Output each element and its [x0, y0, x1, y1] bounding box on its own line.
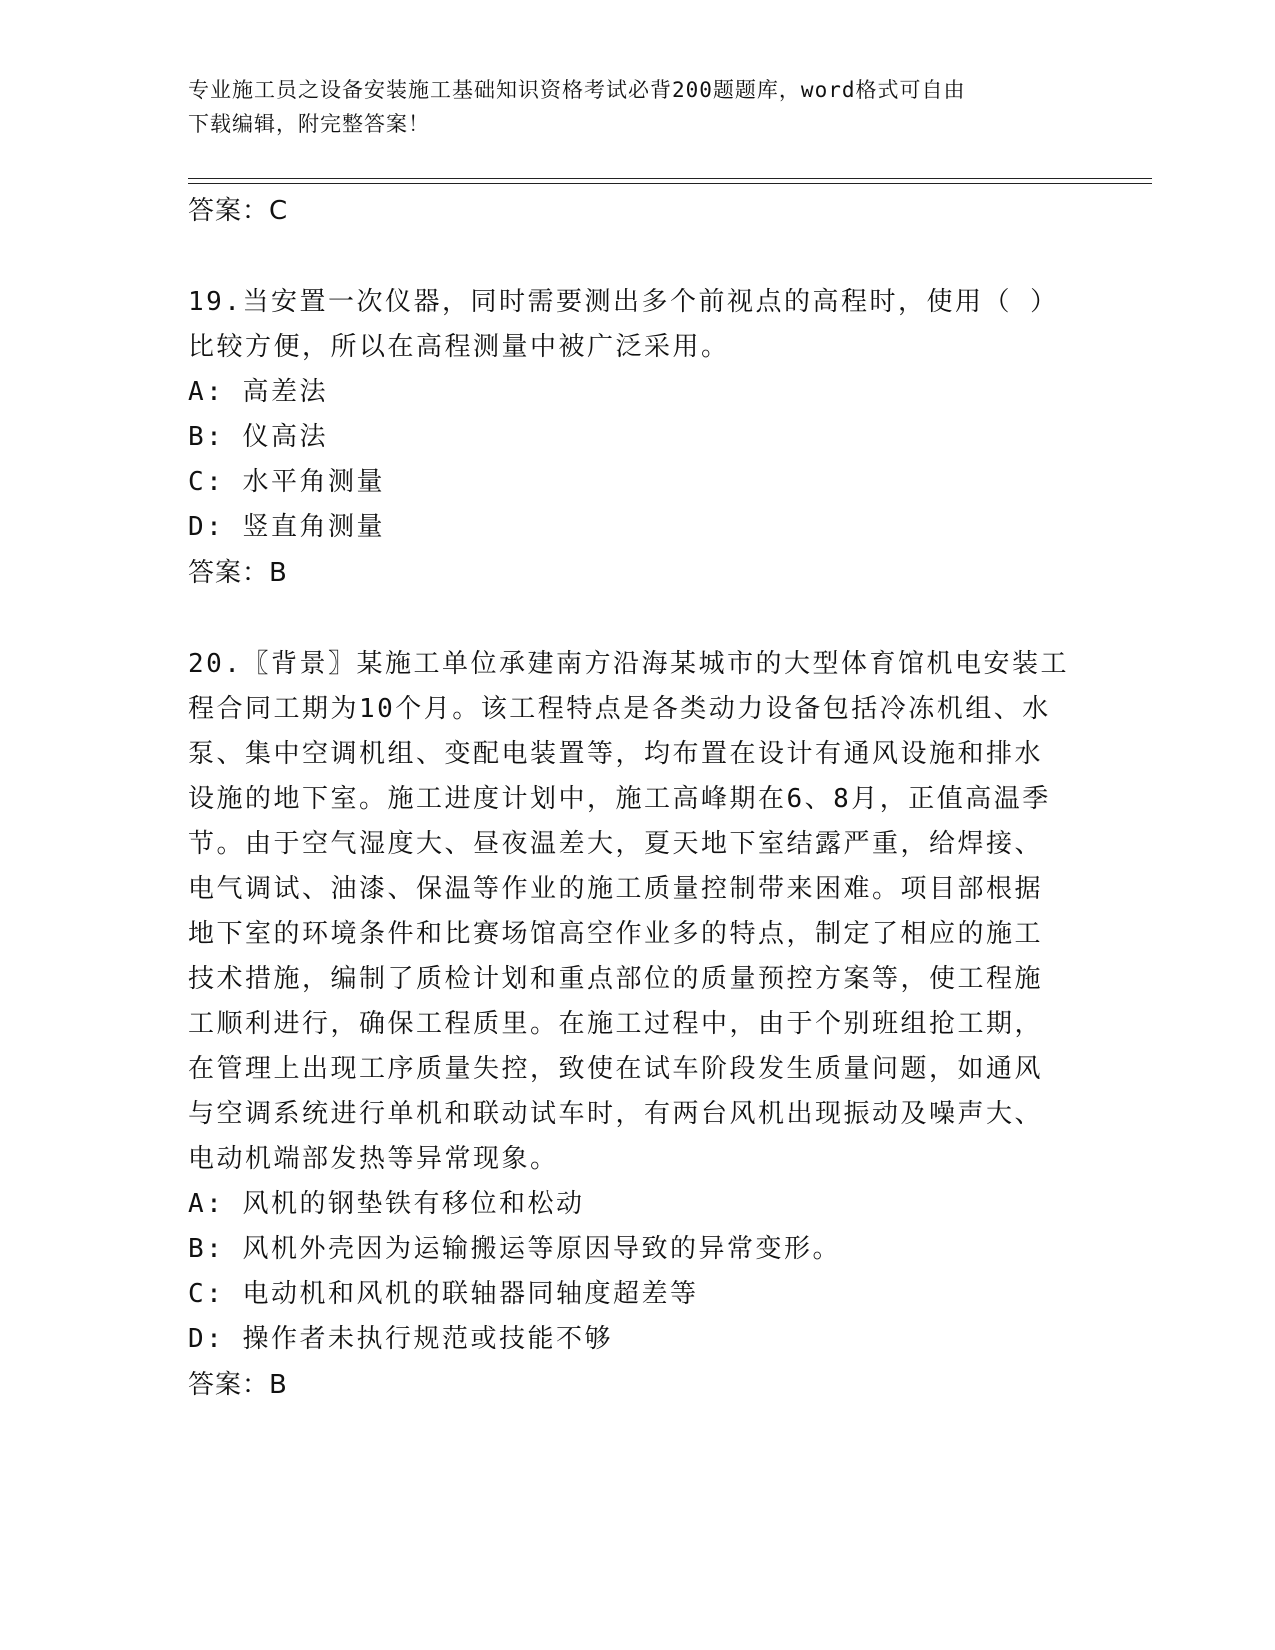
question-stem-line: 在管理上出现工序质量失控，致使在试车阶段发生质量问题，如通风 [188, 1054, 1044, 1084]
question-19 [188, 280, 1088, 596]
question-stem-line: 比较方便，所以在高程测量中被广泛采用。 [188, 332, 730, 362]
option-a: A: 高差法 [188, 377, 328, 407]
question-stem-line: 设施的地下室。施工进度计划中，施工高峰期在6、8月，正值高温季 [188, 784, 1051, 814]
answer-label: 答案：C [188, 196, 289, 226]
question-20 [188, 642, 1088, 1408]
option-d: D: 竖直角测量 [188, 512, 385, 542]
option-b: B: 风机外壳因为运输搬运等原因导致的异常变形。 [188, 1234, 841, 1264]
question-stem-line: 节。由于空气湿度大、昼夜温差大，夏天地下室结露严重，给焊接、 [188, 829, 1044, 859]
question-18-tail [188, 188, 1088, 234]
header-line-2: 下载编辑，附完整答案！ [188, 112, 430, 136]
header-divider-top [188, 178, 1152, 179]
header-line-1: 专业施工员之设备安装施工基础知识资格考试必背200题题库，word格式可自由 [188, 78, 966, 102]
question-stem-line: 电动机端部发热等异常现象。 [188, 1144, 559, 1174]
option-a: A: 风机的钢垫铁有移位和松动 [188, 1189, 585, 1219]
option-c: C: 电动机和风机的联轴器同轴度超差等 [188, 1279, 699, 1309]
spacer [188, 596, 1088, 642]
question-stem-line: 工顺利进行，确保工程质里。在施工过程中，由于个别班组抢工期， [188, 1009, 1044, 1039]
question-stem-line: 技术措施，编制了质检计划和重点部位的质量预控方案等，使工程施 [188, 964, 1044, 994]
answer-label: 答案：B [188, 1370, 288, 1400]
question-stem-line: 泵、集中空调机组、变配电装置等，均布置在设计有通风设施和排水 [188, 739, 1044, 769]
option-b: B: 仪高法 [188, 422, 328, 452]
question-stem-line: 电气调试、油漆、保温等作业的施工质量控制带来困难。项目部根据 [188, 874, 1044, 904]
question-stem-line: 程合同工期为10个月。该工程特点是各类动力设备包括冷冻机组、水 [188, 694, 1051, 724]
question-stem-line: 20.〖背景〗某施工单位承建南方沿海某城市的大型体育馆机电安装工 [188, 649, 1069, 679]
question-stem-line: 与空调系统进行单机和联动试车时，有两台风机出现振动及噪声大、 [188, 1099, 1044, 1129]
question-list [188, 188, 1088, 1408]
question-stem-line: 19.当安置一次仪器，同时需要测出多个前视点的高程时，使用（ ） [188, 287, 1059, 317]
answer-label: 答案：B [188, 558, 288, 588]
spacer [188, 234, 1088, 280]
header-divider-bottom [188, 183, 1152, 184]
question-stem-line: 地下室的环境条件和比赛场馆高空作业多的特点，制定了相应的施工 [188, 919, 1044, 949]
option-d: D: 操作者未执行规范或技能不够 [188, 1324, 613, 1354]
page-header [188, 73, 1068, 141]
option-c: C: 水平角测量 [188, 467, 385, 497]
